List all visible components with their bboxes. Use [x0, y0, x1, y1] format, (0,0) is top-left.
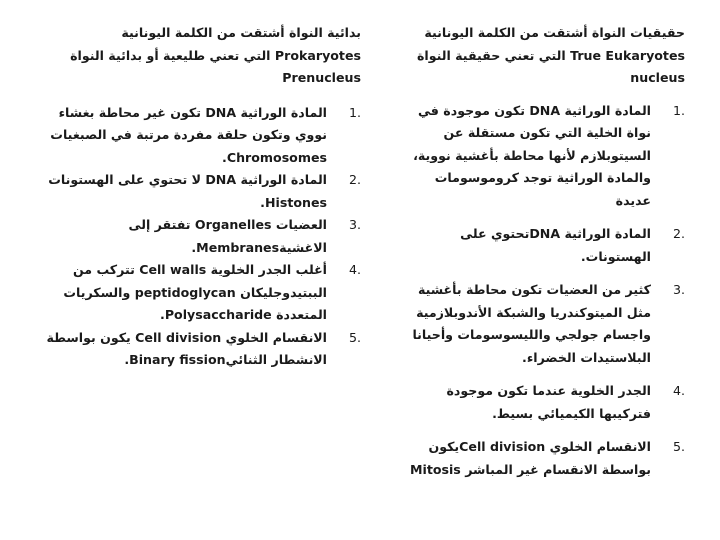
item-text: المادة الوراثية DNA لا تحتوي على الهستونات Histones. — [48, 172, 327, 210]
eukaryotes-list-item — [402, 100, 685, 213]
item-number: 4. — [672, 383, 685, 398]
item-text: المادة الوراثية DNA تكون موجودة في نواة الخلية التي تكون مستقلة عن السيتوبلازم لأنها محاطة بأغشية نووية، والمادة الوراثية توجد كروموسومات عديدة — [413, 102, 651, 208]
eukaryotes-list-item — [402, 279, 685, 369]
item-text: المادة الوراثية DNA تكون غير محاطة بغشاء نووي وتكون حلقة مفردة مرتبة في الصبغيات Chromosomes. — [50, 104, 327, 165]
item-number: 2. — [672, 226, 685, 241]
eukaryotes-list — [402, 100, 685, 482]
prokaryotes-list-item — [34, 169, 361, 214]
item-text: أغلب الجدر الخلوية Cell walls تتركب من الببتيدوجليكان peptidoglycan والسكريات المتعددة Polysaccharide. — [63, 262, 327, 322]
item-number: 4. — [348, 262, 361, 277]
item-text: الجدر الخلوية عندما تكون موجودة فتركيبها الكيميائي بسيط. — [446, 383, 651, 421]
item-number: 5. — [348, 329, 361, 345]
eukaryotes-list-item — [402, 436, 685, 481]
eukaryotes-heading: حقيقيات النواة أشتقت من الكلمة اليونانية True Eukaryotes التي تعني حقيقية النواة nucleus — [416, 25, 685, 85]
item-text: المادة الوراثية DNAتحتوي على الهستونات. — [460, 226, 651, 264]
item-number: 1. — [672, 102, 685, 118]
eukaryotes-column — [402, 22, 685, 492]
item-number: 3. — [672, 282, 685, 297]
prokaryotes-list-item — [34, 214, 361, 259]
eukaryotes-list-item — [402, 223, 685, 268]
item-number: 2. — [348, 172, 361, 187]
prokaryotes-column — [34, 22, 361, 372]
item-number: 1. — [348, 104, 361, 120]
prokaryotes-list-item — [34, 327, 361, 372]
item-text: الانقسام الخلوي Cell division يكون بواسطة الانشطار الثنائيBinary fission. — [46, 329, 327, 367]
item-text: العضيات Organelles تفتقر إلى الاغشيةMembranes. — [128, 217, 327, 255]
item-text: الانقسام الخلوي Cell divisionيكون بواسطة الانقسام غير المباشر Mitosis — [409, 439, 651, 477]
prokaryotes-list-item — [34, 102, 361, 170]
prokaryotes-list — [34, 102, 361, 372]
item-number: 3. — [348, 217, 361, 232]
prokaryotes-heading: بدائية النواة أشتقت من الكلمة اليونانية Prokaryotes التي تعني طليعية أو بدائية النواة Prenucleus — [70, 25, 361, 85]
prokaryotes-list-item — [34, 259, 361, 327]
eukaryotes-list-item — [402, 380, 685, 425]
item-number: 5. — [672, 439, 685, 454]
item-text: كثير من العضيات تكون محاطة بأغشية مثل الميتوكندريا والشبكة الأندوبلازمية واجسام جولجي والليسوسومات وأحيانا البلاستيدات الخضراء. — [412, 282, 651, 365]
